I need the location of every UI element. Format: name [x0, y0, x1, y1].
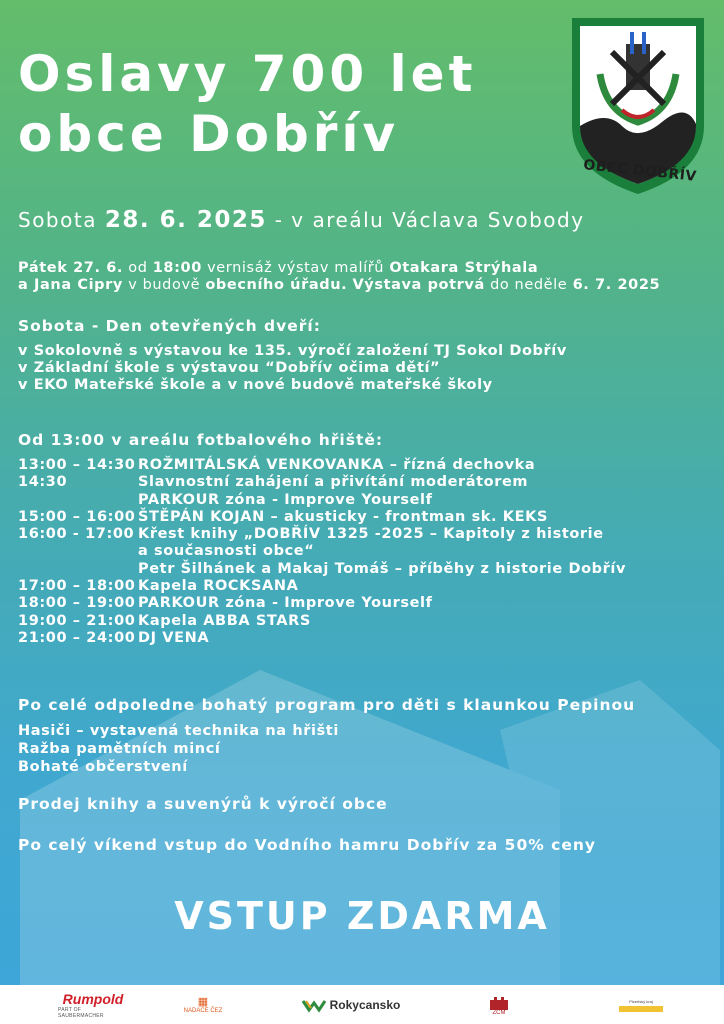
program-text: Petr Šilhánek a Makaj Tomáš – příběhy z historie Dobřív [138, 560, 627, 577]
program-text: Kapela ABBA STARS [138, 612, 311, 629]
table-row [18, 492, 626, 509]
program-text: ŠTĚPÁN KOJAN – akusticky - frontman sk. KEKS [138, 508, 549, 525]
program-time: 17:00 – 18:00 [18, 578, 136, 595]
poster-title [18, 44, 476, 164]
date-suffix: - v areálu Václava Svobody [274, 208, 585, 232]
table-row [18, 578, 626, 595]
crest-caption: OBEC DOBŘÍV [582, 157, 698, 185]
painter-name: a Jana Cipry [18, 277, 123, 293]
sponsor-name: Plzeňský kraj [629, 998, 653, 1004]
program-time: 19:00 – 21:00 [18, 612, 136, 629]
exhibition-place: obecního úřadu. [205, 277, 348, 293]
main-date: 28. 6. 2025 [104, 207, 267, 233]
friday-info [18, 260, 660, 294]
exhibition-end-date: 6. 7. 2025 [572, 277, 661, 293]
list-item: v Sokolovně s výstavou ke 135. výročí založení TJ Sokol Dobřív [18, 343, 567, 359]
painter-name: Otakara Strýhala [389, 260, 539, 276]
table-row [18, 561, 626, 578]
program-time [18, 492, 138, 509]
date-prefix: Sobota [18, 208, 97, 232]
table-row [18, 526, 626, 543]
friday-text: do neděle [490, 277, 568, 293]
program-time: 18:00 – 19:00 [18, 595, 136, 612]
friday-text: vernisáž výstav malířů [207, 260, 385, 276]
table-row [18, 474, 626, 491]
list-item: v Základní škole s výstavou “Dobřív očima dětí” [18, 360, 441, 376]
list-item: Bohaté občerstvení [18, 759, 188, 775]
table-row [18, 630, 626, 647]
table-row [18, 457, 626, 474]
title-line-1: Oslavy 700 let [18, 45, 477, 103]
sponsor-subtitle: PART OF SAUBERMACHER [58, 1007, 104, 1019]
sponsor-name: Rumpold [62, 991, 124, 1007]
program-time [18, 561, 138, 578]
program-text: Kapela ROCKSANA [138, 578, 299, 595]
friday-label: Pátek 27. 6. [18, 260, 124, 276]
zcm-logo [484, 991, 514, 1019]
program-text: a současnosti obce“ [138, 543, 315, 560]
sponsor-footer [0, 985, 724, 1024]
plzensky-kraj-logo [616, 991, 666, 1019]
logo-bar [619, 1006, 663, 1012]
main-date-line [18, 207, 585, 233]
program-time [18, 543, 138, 560]
rokycansko-mark-icon [302, 997, 326, 1013]
table-row [18, 509, 626, 526]
list-item: Hasiči – vystavená technika na hřišti [18, 723, 339, 739]
program-text: PARKOUR zóna - Improve Yourself [138, 595, 433, 612]
friday-time: 18:00 [152, 260, 202, 276]
program-time: 21:00 – 24:00 [18, 629, 136, 646]
program-text: ROŽMITÁLSKÁ VENKOVANKA – řízná dechovka [138, 457, 536, 473]
program-time: 13:00 – 14:30 [18, 457, 136, 473]
list-item: Ražba pamětních mincí [18, 741, 221, 757]
program-text: PARKOUR zóna - Improve Yourself [138, 491, 433, 508]
open-doors-section [18, 318, 567, 394]
program-time: 14:30 [18, 474, 68, 491]
free-entry-banner: VSTUP ZDARMA [174, 894, 550, 938]
table-row [18, 543, 626, 560]
list-item: v EKO Mateřské škole a v nové budově mateřské školy [18, 377, 493, 393]
program-text: Slavnostní zahájení a přivítání moderátorem [138, 474, 529, 491]
rokycansko-logo [296, 991, 406, 1019]
title-line-2: obce Dobřív [18, 105, 400, 163]
castle-icon [488, 994, 510, 1010]
friday-text: od [128, 260, 148, 276]
friday-text: v budově [128, 277, 201, 293]
sponsor-name: NADACE ČEZ [183, 1007, 223, 1014]
program-time: 16:00 - 17:00 [18, 526, 135, 543]
section-heading: Po celé odpoledne bohatý program pro děti s klaunkou Pepinou [18, 696, 636, 714]
rumpold-logo [58, 991, 128, 1019]
sponsor-name: ZČM [492, 1010, 506, 1016]
book-sale-note: Prodej knihy a suvenýrů k výročí obce [18, 795, 388, 813]
sponsor-name: Rokycansko [329, 998, 401, 1012]
program-table [18, 457, 626, 647]
program-text: Křest knihy „DOBŘÍV 1325 -2025 – Kapitoly z historie [138, 526, 604, 543]
program-text: DJ VENA [138, 629, 210, 646]
table-row [18, 595, 626, 612]
section-heading: Od 13:00 v areálu fotbalového hřiště: [18, 431, 384, 449]
program-time: 15:00 – 16:00 [18, 508, 136, 525]
cez-mark-icon: ▦ [197, 995, 209, 1008]
section-heading: Sobota - Den otevřených dveří: [18, 317, 321, 335]
afternoon-section [18, 697, 635, 776]
program-section [18, 432, 626, 647]
table-row [18, 613, 626, 630]
friday-text: Výstava potrvá [352, 277, 485, 293]
nadace-cez-logo [178, 991, 228, 1019]
hamr-discount-note: Po celý víkend vstup do Vodního hamru Dobřív za 50% ceny [18, 836, 596, 854]
